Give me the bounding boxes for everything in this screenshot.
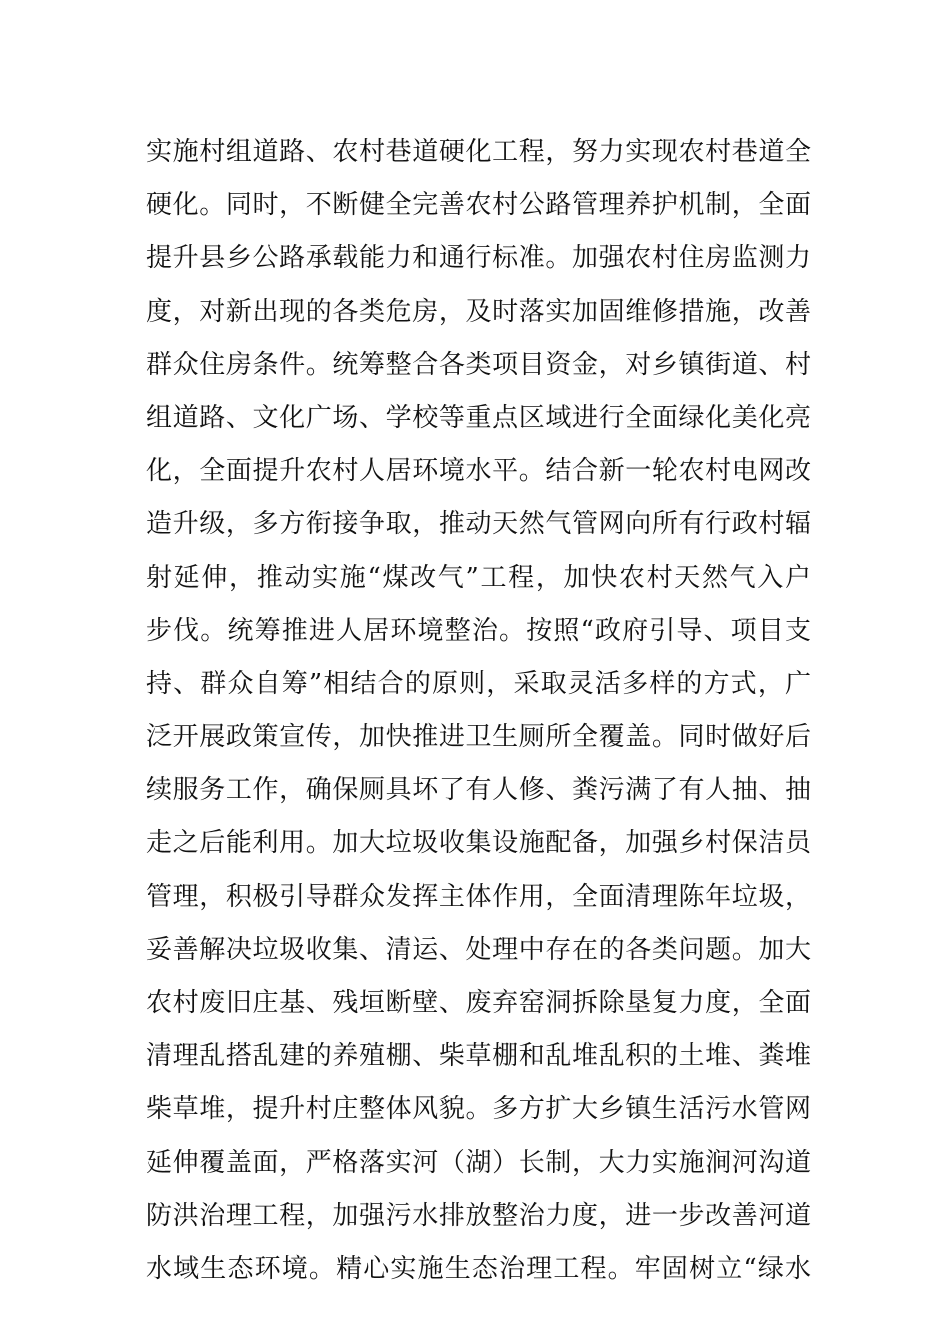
text-line: 提升县乡公路承载能力和通行标准。加强农村住房监测力 xyxy=(146,243,811,274)
text-line: 造升级，多方衔接争取，推动天然气管网向所有行政村辐 xyxy=(146,509,811,540)
text-line: 管理，积极引导群众发挥主体作用，全面清理陈年垃圾， xyxy=(146,881,811,912)
text-line: 化，全面提升农村人居环境水平。结合新一轮农村电网改 xyxy=(146,456,811,487)
text-line: 泛开展政策宣传，加快推进卫生厕所全覆盖。同时做好后 xyxy=(146,722,811,753)
text-line: 走之后能利用。加大垃圾收集设施配备，加强乡村保洁员 xyxy=(146,828,811,859)
text-line: 硬化。同时，不断健全完善农村公路管理养护机制，全面 xyxy=(146,190,811,221)
text-line: 射延伸，推动实施“煤改气”工程，加快农村天然气入户 xyxy=(146,562,811,593)
text-line: 步伐。统筹推进人居环境整治。按照“政府引导、项目支 xyxy=(146,615,811,646)
text-line: 柴草堆，提升村庄整体风貌。多方扩大乡镇生活污水管网 xyxy=(146,1094,811,1125)
text-line: 防洪治理工程，加强污水排放整治力度，进一步改善河道 xyxy=(146,1200,811,1231)
text-line: 水域生态环境。精心实施生态治理工程。牢固树立“绿水 xyxy=(146,1253,811,1284)
text-line: 组道路、文化广场、学校等重点区域进行全面绿化美化亮 xyxy=(146,402,811,433)
text-line: 实施村组道路、农村巷道硬化工程，努力实现农村巷道全 xyxy=(146,137,811,167)
text-line: 农村废旧庄基、残垣断壁、废弃窑洞拆除垦复力度，全面 xyxy=(146,988,811,1018)
text-line: 妥善解决垃圾收集、清运、处理中存在的各类问题。加大 xyxy=(146,934,811,965)
text-line: 续服务工作，确保厕具坏了有人修、粪污满了有人抽、抽 xyxy=(146,775,811,806)
text-line: 清理乱搭乱建的养殖棚、柴草棚和乱堆乱积的土堆、粪堆 xyxy=(146,1041,811,1072)
text-line: 度，对新出现的各类危房，及时落实加固维修措施，改善 xyxy=(146,296,811,327)
text-line: 延伸覆盖面，严格落实河（湖）长制，大力实施涧河沟道 xyxy=(146,1147,811,1178)
text-line: 持、群众自筹”相结合的原则，采取灵活多样的方式，广 xyxy=(146,668,811,699)
body-text xyxy=(146,126,811,1296)
text-line: 群众住房条件。统筹整合各类项目资金，对乡镇街道、村 xyxy=(146,349,811,380)
